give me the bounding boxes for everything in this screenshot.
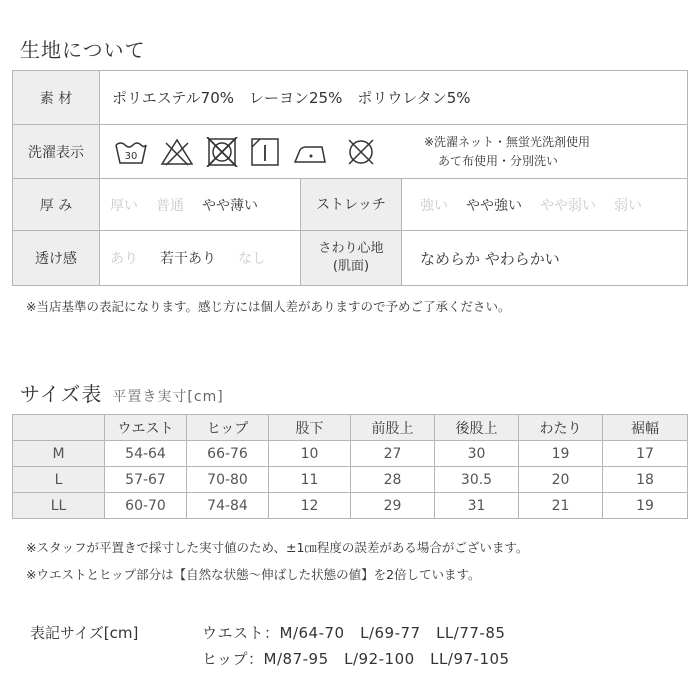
size-row-m — [13, 441, 688, 467]
wash-30-icon — [114, 137, 148, 167]
stretch-option-weak: 弱い — [614, 197, 642, 214]
size-table — [12, 414, 688, 519]
size-cell: 57-67 — [105, 467, 187, 493]
no-bleach-icon — [160, 137, 194, 167]
care-row — [13, 125, 687, 179]
size-header-hip: ヒップ — [187, 415, 269, 441]
stretch-option-strong: 強い — [420, 197, 448, 214]
material-row — [13, 71, 687, 125]
care-value — [100, 125, 687, 178]
stretch-option-slightly-strong: やや強い — [466, 197, 522, 214]
size-note-1: ※スタッフが平置きで採寸した実寸値のため、±1㎝程度の誤差がある場合がございます。 — [26, 540, 529, 555]
size-cell: 19 — [603, 493, 688, 519]
size-cell: 12 — [269, 493, 351, 519]
size-cell: 20 — [519, 467, 603, 493]
legend-label: 表記サイズ[cm] — [30, 624, 139, 642]
size-row-label: LL — [13, 493, 105, 519]
line-dry-shade-icon — [250, 137, 280, 167]
thickness-stretch-row — [13, 179, 687, 231]
size-row-ll — [13, 493, 688, 519]
size-header-row — [13, 415, 688, 441]
size-cell: 11 — [269, 467, 351, 493]
size-cell: 10 — [269, 441, 351, 467]
wash-temp-text: 30 — [124, 150, 138, 162]
care-note-line-1: ※洗濯ネット・無蛍光洗剤使用 — [424, 134, 591, 149]
size-row-label: L — [13, 467, 105, 493]
thickness-label: 厚 み — [13, 179, 100, 230]
size-cell: 74-84 — [187, 493, 269, 519]
size-cell: 30 — [435, 441, 519, 467]
stretch-label: ストレッチ — [300, 179, 402, 230]
sheer-label: 透け感 — [13, 231, 100, 285]
touch-value: なめらか やわらかい — [420, 249, 560, 268]
care-note — [424, 133, 590, 171]
no-tumble-dry-icon — [206, 137, 238, 167]
sheer-options — [100, 231, 300, 285]
size-cell: 19 — [519, 441, 603, 467]
legend-hip: ヒップ：M/87-95 L/92-100 LL/97-105 — [202, 650, 510, 668]
care-icons — [114, 137, 378, 167]
sheer-option-yes: あり — [110, 251, 138, 267]
size-header-inseam: 股下 — [269, 415, 351, 441]
thickness-option-normal: 普通 — [156, 197, 184, 214]
size-cell: 70-80 — [187, 467, 269, 493]
size-row-l — [13, 467, 688, 493]
legend-waist: ウエスト：M/64-70 L/69-77 LL/77-85 — [202, 624, 506, 642]
size-cell: 27 — [351, 441, 435, 467]
touch-label-line-1: さわり心地 — [318, 241, 384, 256]
size-cell: 28 — [351, 467, 435, 493]
size-cell: 18 — [603, 467, 688, 493]
thickness-option-slightly-thin: やや薄い — [202, 197, 258, 214]
size-subtitle: 平置き実寸[cm] — [112, 389, 224, 405]
iron-low-icon — [292, 137, 332, 167]
care-label: 洗濯表示 — [13, 125, 100, 178]
size-cell: 31 — [435, 493, 519, 519]
size-header-back-rise: 後股上 — [435, 415, 519, 441]
sheer-option-slight: 若干あり — [160, 251, 216, 267]
sheer-touch-row — [13, 231, 687, 285]
material-label: 素 材 — [13, 71, 100, 124]
size-cell: 54-64 — [105, 441, 187, 467]
size-cell: 60-70 — [105, 493, 187, 519]
size-header-blank — [13, 415, 105, 441]
sheer-option-none: なし — [238, 251, 266, 267]
fabric-table — [12, 70, 688, 286]
size-cell: 29 — [351, 493, 435, 519]
touch-label — [300, 231, 402, 285]
size-header-front-rise: 前股上 — [351, 415, 435, 441]
no-dry-clean-icon — [344, 137, 378, 167]
size-note-2: ※ウエストとヒップ部分は【自然な状態～伸ばした状態の値】を2倍しています。 — [26, 567, 481, 582]
fabric-note: ※当店基準の表記になります。感じ方には個人差がありますので予めご了承ください。 — [26, 299, 511, 314]
size-row-label: M — [13, 441, 105, 467]
size-cell: 17 — [603, 441, 688, 467]
material-value: ポリエステル70% レーヨン25% ポリウレタン5% — [112, 89, 471, 107]
stretch-option-slightly-weak: やや弱い — [540, 197, 596, 214]
fabric-title: 生地について — [20, 38, 146, 62]
thickness-options — [100, 179, 300, 230]
size-title: サイズ表 — [20, 382, 103, 406]
size-header-hem: 裾幅 — [603, 415, 688, 441]
size-header-thigh: わたり — [519, 415, 603, 441]
size-title-wrap — [20, 378, 224, 407]
care-note-line-2: あて布使用・分別洗い — [438, 153, 559, 168]
thickness-option-thick: 厚い — [110, 197, 138, 214]
size-cell: 21 — [519, 493, 603, 519]
size-cell: 66-76 — [187, 441, 269, 467]
touch-label-line-2: (肌面) — [332, 259, 370, 274]
stretch-options — [402, 179, 687, 230]
size-header-waist: ウエスト — [105, 415, 187, 441]
size-cell: 30.5 — [435, 467, 519, 493]
